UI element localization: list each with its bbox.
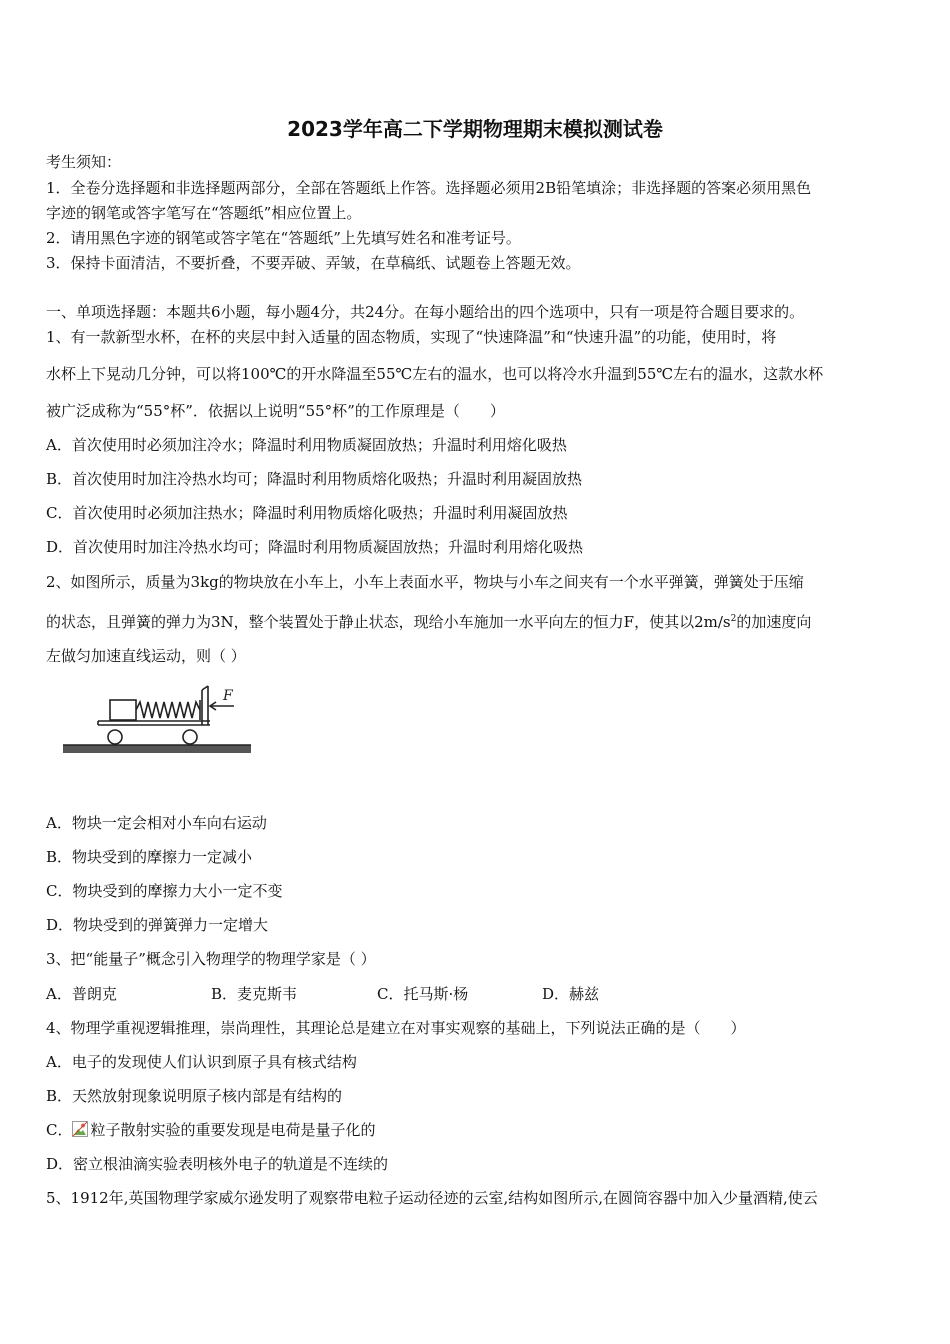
- notice-item-1-cont: 字迹的钢笔或答字笔写在“答题纸”相应位置上。: [46, 204, 362, 222]
- q1-option-c: C．首次使用时必须加注热水；降温时利用物质熔化吸热；升温时利用凝固放热: [46, 504, 568, 522]
- notice-item-2: 2．请用黑色字迹的钢笔或答字笔在“答题纸”上先填写姓名和准考证号。: [46, 229, 521, 247]
- q2-option-c: C．物块受到的摩擦力大小一定不变: [46, 882, 283, 900]
- q1-option-b: B．首次使用时加注冷热水均可；降温时利用物质熔化吸热；升温时利用凝固放热: [46, 470, 583, 488]
- q3-option-a: A．普朗克: [46, 985, 117, 1003]
- q1-stem-line-3: 被广泛成称为“55°杯”．依据以上说明“55°杯”的工作原理是（ ）: [46, 402, 505, 420]
- q2-stem-line-3: 左做匀加速直线运动，则（ ）: [46, 647, 246, 665]
- wheel-right: [183, 730, 197, 744]
- q2-option-a: A．物块一定会相对小车向右运动: [46, 814, 267, 832]
- q3-stem: 3、把“能量子”概念引入物理学的物理学家是（ ）: [46, 950, 376, 968]
- q1-stem-line-1: 1、有一款新型水杯，在杯的夹层中封入适量的固态物质，实现了“快速降温”和“快速升温”的功能，使用时，将: [46, 328, 777, 346]
- block: [110, 700, 136, 720]
- spring: [136, 702, 200, 718]
- q4-option-c: [46, 1120, 376, 1140]
- q4-option-a: A．电子的发现使人们认识到原子具有核式结构: [46, 1053, 357, 1071]
- q2-stem-line-2: 的状态，且弹簧的弹力为3N，整个装置处于静止状态，现给小车施加一水平向左的恒力F，使其以$2m/s^2$的加速度向: [46, 613, 812, 631]
- q1-option-a: A．首次使用时必须加注冷水；降温时利用物质凝固放热；升温时利用熔化吸热: [46, 436, 567, 454]
- section-heading: 一、单项选择题：本题共6小题，每小题4分，共24分。在每小题给出的四个选项中，只有一项是符合题目要求的。: [46, 303, 805, 321]
- q2-option-b: B．物块受到的摩擦力一定减小: [46, 848, 253, 866]
- q4-option-c-label: C．: [46, 1121, 73, 1139]
- q4-option-b: B．天然放射现象说明原子核内部是有结构的: [46, 1087, 343, 1105]
- q2-stem-line-1: 2、如图所示，质量为3kg的物块放在小车上，小车上表面水平，物块与小车之间夹有一个水平弹簧，弹簧处于压缩: [46, 573, 804, 591]
- q1-option-d: D．首次使用时加注冷热水均可；降温时利用物质凝固放热；升温时利用熔化吸热: [46, 538, 584, 556]
- broken-image-icon: [72, 1121, 88, 1137]
- notice-item-3: 3．保持卡面清洁，不要折叠，不要弄破、弄皱，在草稿纸、试题卷上答题无效。: [46, 254, 581, 272]
- q1-stem-line-2: 水杯上下晃动几分钟，可以将100℃的开水降温至55℃左右的温水，也可以将冷水升温到55℃左右的温水，这款水杯: [46, 365, 824, 383]
- wheel-left: [108, 730, 122, 744]
- q3-option-d: D．赫兹: [542, 985, 600, 1003]
- cart-spring-figure: [60, 684, 255, 764]
- force-label: F: [223, 688, 233, 704]
- notice-heading: 考生须知：: [46, 153, 122, 171]
- q4-option-d: D．密立根油滴实验表明核外电子的轨道是不连续的: [46, 1155, 389, 1173]
- page-title: 2023学年高二下学期物理期末模拟测试卷: [287, 117, 663, 141]
- q5-stem: 5、1912年,英国物理学家威尔逊发明了观察带电粒子运动径迹的云室,结构如图所示,在圆筒容器中加入少量酒精,使云: [46, 1189, 818, 1207]
- q3-option-c: C．托马斯·杨: [377, 985, 469, 1003]
- ground: [63, 745, 251, 753]
- q3-option-b: B．麦克斯韦: [211, 985, 298, 1003]
- notice-item-1: 1．全卷分选择题和非选择题两部分，全部在答题纸上作答。选择题必须用2B铅笔填涂；非选择题的答案必须用黑色: [46, 179, 812, 197]
- q4-option-c-text: 粒子散射实验的重要发现是电荷是量子化的: [90, 1121, 376, 1139]
- q2-option-d: D．物块受到的弹簧弹力一定增大: [46, 916, 269, 934]
- q4-stem: 4、物理学重视逻辑推理，崇尚理性，其理论总是建立在对事实观察的基础上，下列说法正确的是（ ）: [46, 1019, 746, 1037]
